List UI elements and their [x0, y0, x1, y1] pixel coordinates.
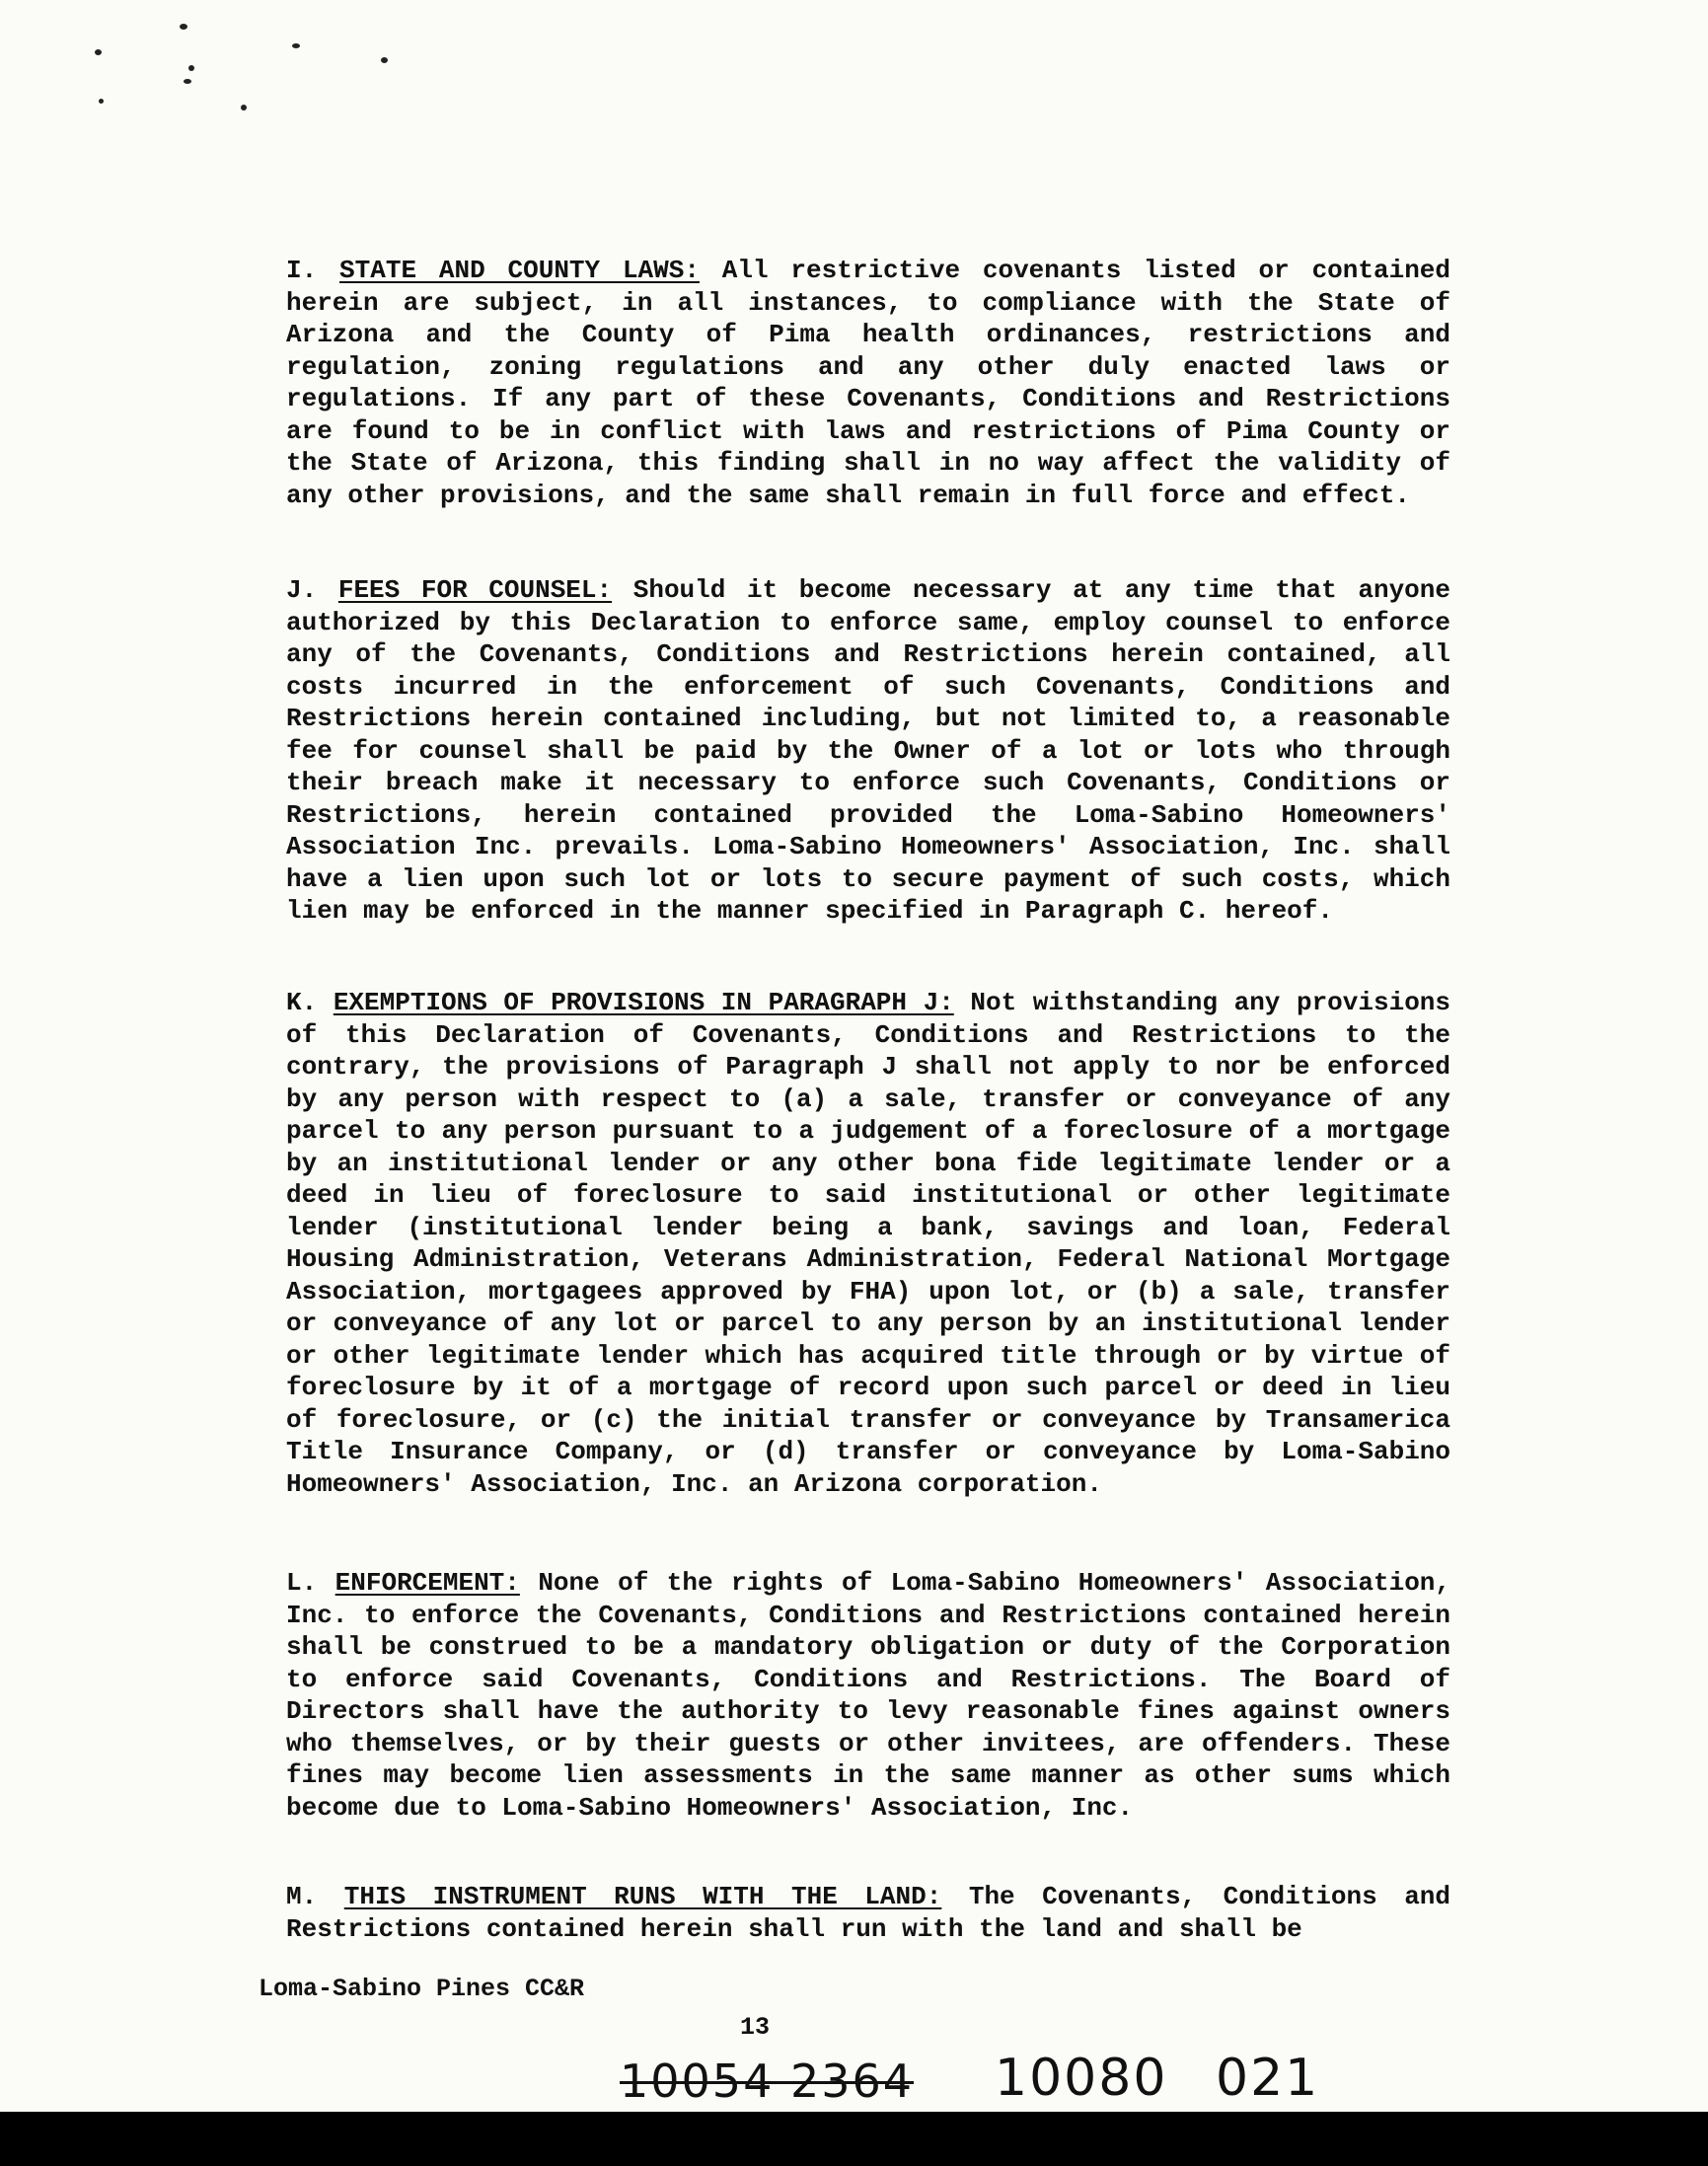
section-m	[286, 1881, 1450, 1945]
section-i	[286, 255, 1450, 511]
section-k	[286, 987, 1450, 1500]
section-j	[286, 574, 1450, 928]
section-body: All restrictive covenants listed or contained herein are subject, in all instances, to compliance with the State of Arizona and the County of Pima health ordinances, restrictions and regulation, zoning regulations and any other duly enacted laws or regulations. If any part of these Covenants, Conditions and Restrictions are found to be in conflict with laws and restrictions of Pima County or the State of Arizona, this finding shall in no way affect the validity of any other provisions, and the same shall remain in full force and effect.	[286, 256, 1450, 510]
scan-speck	[188, 65, 194, 71]
section-letter: L.	[286, 1568, 318, 1598]
section-l	[286, 1567, 1450, 1824]
struck-record-stamp: 10054 2364	[620, 2054, 915, 2108]
record-stamp-number: 10080	[995, 2049, 1168, 2108]
page-number: 13	[740, 2013, 771, 2042]
scan-speck	[95, 49, 102, 55]
scan-speck	[292, 43, 300, 48]
scan-speck	[99, 99, 104, 104]
section-heading: FEES FOR COUNSEL:	[337, 575, 613, 605]
section-letter: I.	[286, 256, 318, 285]
section-letter: M.	[286, 1882, 318, 1911]
section-body: The Covenants, Conditions and Restrictions contained herein shall run with the land and shall be	[286, 1882, 1451, 1944]
scan-speck	[180, 24, 187, 30]
scan-speck	[184, 79, 191, 84]
section-letter: K.	[286, 988, 318, 1017]
section-body: None of the rights of Loma-Sabino Homeowners' Association, Inc. to enforce the Covenants, Conditions and Restrictions contained herein shall be construed to be a mandatory obligation or duty of the Corporation to enforce said Covenants, Conditions and Restrictions. The Board of Directors shall have the authority to levy reasonable fines against owners who themselves, or by their guests or other invitees, are offenders. These fines may become lien assessments in the same manner as other sums which become due to Loma-Sabino Homeowners' Association, Inc.	[286, 1568, 1451, 1823]
scan-speck	[241, 105, 247, 111]
document-footer-title: Loma-Sabino Pines CC&R	[259, 1975, 585, 2003]
section-heading: ENFORCEMENT:	[334, 1568, 520, 1598]
section-heading: THIS INSTRUMENT RUNS WITH THE LAND:	[343, 1882, 942, 1911]
scan-speck	[381, 57, 388, 63]
section-body: Not withstanding any provisions of this Declaration of Covenants, Conditions and Restrictions to the contrary, the provisions of Paragraph J shall not apply to nor be enforced by any person with respect to (a) a sale, transfer or conveyance of any parcel to any person pursuant to a judgement of a foreclosure of a mortgage by an institutional lender or any other bona fide legitimate lender or a deed in lieu of foreclosure to said institutional or other legitimate lender (institutional lender being a bank, savings and loan, Federal Housing Administration, Veterans Administration, Federal National Mortgage Association, mortgagees approved by FHA) upon lot, or (b) a sale, transfer or conveyance of any lot or parcel to any person by an institutional lender or other legitimate lender which has acquired title through or by virtue of foreclosure by it of a mortgage of record upon such parcel or deed in lieu of foreclosure, or (c) the initial transfer or conveyance by Transamerica Title Insurance Company, or (d) transfer or conveyance by Loma-Sabino Homeowners' Association, Inc. an Arizona corporation.	[286, 988, 1450, 1499]
section-letter: J.	[286, 575, 318, 605]
section-body: Should it become necessary at any time that anyone authorized by this Declaration to enforce same, employ counsel to enforce any of the Covenants, Conditions and Restrictions herein contained, all costs incurred in the enforcement of such Covenants, Conditions and Restrictions herein contained including, but not limited to, a reasonable fee for counsel shall be paid by the Owner of a lot or lots who through their breach make it necessary to enforce such Covenants, Conditions or Restrictions, herein contained provided the Loma-Sabino Homeowners' Association Inc. prevails. Loma-Sabino Homeowners' Association, Inc. shall have a lien upon such lot or lots to secure payment of such costs, which lien may be enforced in the manner specified in Paragraph C. hereof.	[286, 575, 1450, 926]
section-heading: STATE AND COUNTY LAWS:	[339, 256, 700, 285]
section-heading: EXEMPTIONS OF PROVISIONS IN PARAGRAPH J:	[333, 988, 954, 1017]
record-stamp-page: 021	[1216, 2049, 1320, 2108]
